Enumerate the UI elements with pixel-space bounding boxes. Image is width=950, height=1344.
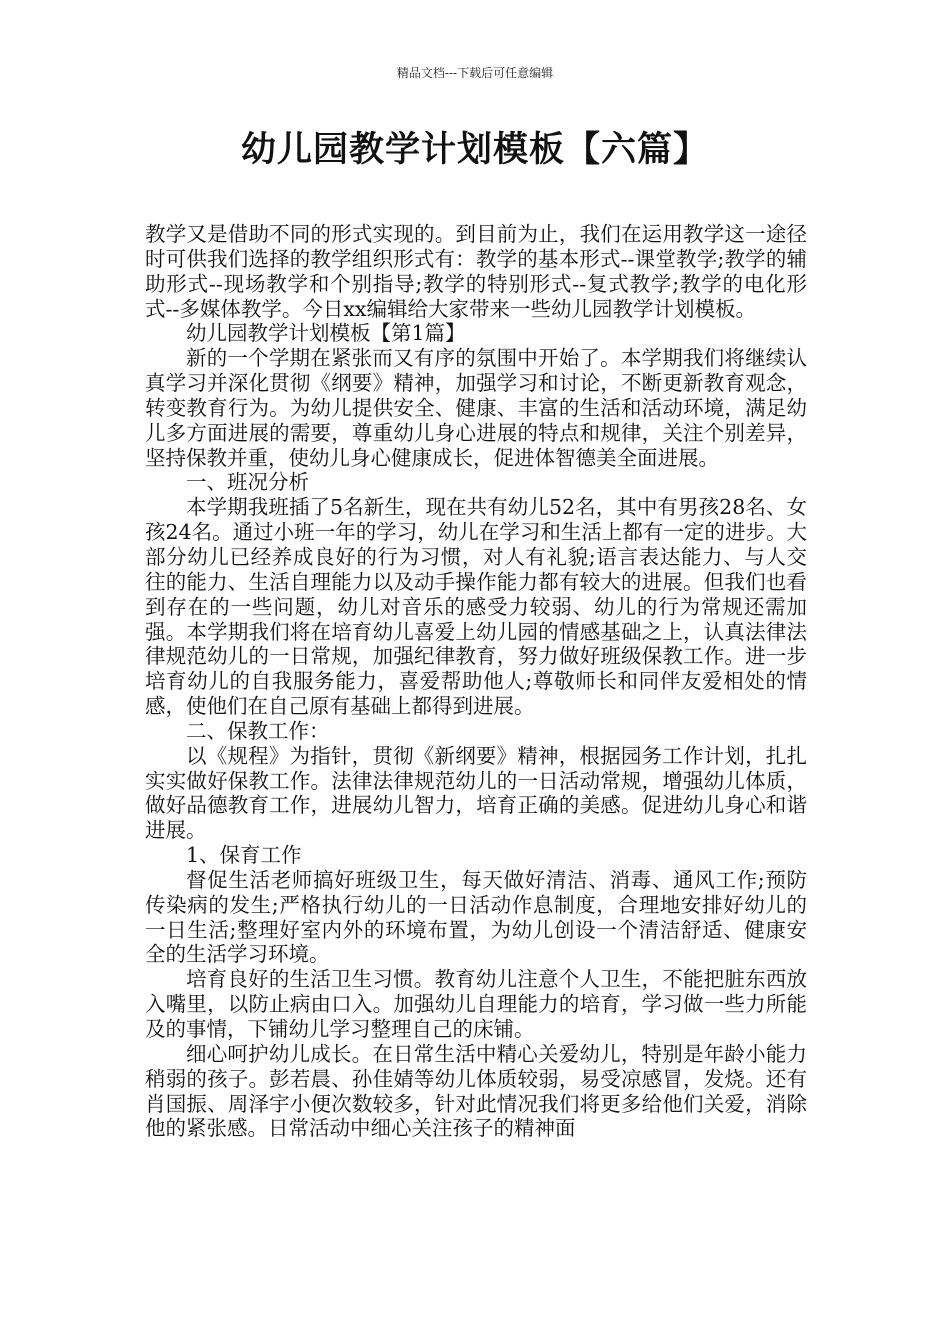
subheading-care-work: 1、保育工作 — [186, 843, 302, 868]
paragraph: 细心呵护幼儿成长。在日常生活中精心关爱幼儿，特别是年龄小能力稍弱的孩子。彭若晨、孙佳婧等幼儿体质较弱，易受凉感冒，发烧。还有肖国振、周泽宇小便次数较多，针对此情况我们将更多给他们关爱，消除他的紧张感。日常活动中细心关注孩子的精神面 — [145, 1041, 807, 1141]
document-body — [145, 222, 807, 1141]
paragraph-intro: 教学又是借助不同的形式实现的。到目前为止，我们在运用教学这一途径时可供我们选择的教学组织形式有：教学的基本形式--课堂教学;教学的辅助形式--现场教学和个别指导;教学的特别形式--复式教学;教学的电化形式--多媒体教学。今日xx编辑给大家带来一些幼儿园教学计划模板。 — [145, 222, 807, 321]
page-header: 精品文档---下载后可任意编辑 — [396, 66, 554, 80]
section-heading-part-1: 幼儿园教学计划模板【第1篇】 — [186, 321, 466, 346]
paragraph: 以《规程》为指针，贯彻《新纲要》精神，根据园务工作计划，扎扎实实做好保教工作。法律法律规范幼儿的一日活动常规，增强幼儿体质，做好品德教育工作，进展幼儿智力，培育正确的美感。促进幼儿身心和谐进展。 — [145, 743, 807, 843]
paragraph: 新的一个学期在紧张而又有序的氛围中开始了。本学期我们将继续认真学习并深化贯彻《纲要》精神，加强学习和讨论，不断更新教育观念，转变教育行为。为幼儿提供安全、健康、丰富的生活和活动环境，满足幼儿多方面进展的需要，尊重幼儿身心进展的特点和规律，关注个别差异，坚持保教并重，使幼儿身心健康成长，促进体智德美全面进展。 — [145, 346, 807, 470]
paragraph: 本学期我班插了5名新生，现在共有幼儿52名，其中有男孩28名、女孩24名。通过小班一年的学习，幼儿在学习和生活上都有一定的进步。大部分幼儿已经养成良好的行为习惯，对人有礼貌;语言表达能力、与人交往的能力、生活自理能力以及动手操作能力都有较大的进展。但我们也看到存在的一些问题，幼儿对音乐的感受力较弱、幼儿的行为常规还需加强。本学期我们将在培育幼儿喜爱上幼儿园的情感基础之上，认真法律法律规范幼儿的一日常规，加强纪律教育，努力做好班级保教工作。进一步培育幼儿的自我服务能力，喜爱帮助他人;尊敬师长和同伴友爱相处的情感，使他们在自己原有基础上都得到进展。 — [145, 495, 807, 719]
section-heading-class-analysis: 一、班况分析 — [186, 470, 309, 495]
section-heading-care-education: 二、保教工作： — [186, 718, 330, 743]
document-title: 幼儿园教学计划模板【六篇】 — [240, 130, 709, 170]
paragraph: 督促生活老师搞好班级卫生，每天做好清洁、消毒、通风工作;预防传染病的发生;严格执行幼儿的一日活动作息制度，合理地安排好幼儿的一日生活;整理好室内外的环境布置，为幼儿创设一个清洁舒适、健康安全的生活学习环境。 — [145, 867, 807, 967]
paragraph: 培育良好的生活卫生习惯。教育幼儿注意个人卫生，不能把脏东西放入嘴里，以防止病由口入。加强幼儿自理能力的培育，学习做一些力所能及的事情，下铺幼儿学习整理自己的床铺。 — [145, 967, 807, 1041]
